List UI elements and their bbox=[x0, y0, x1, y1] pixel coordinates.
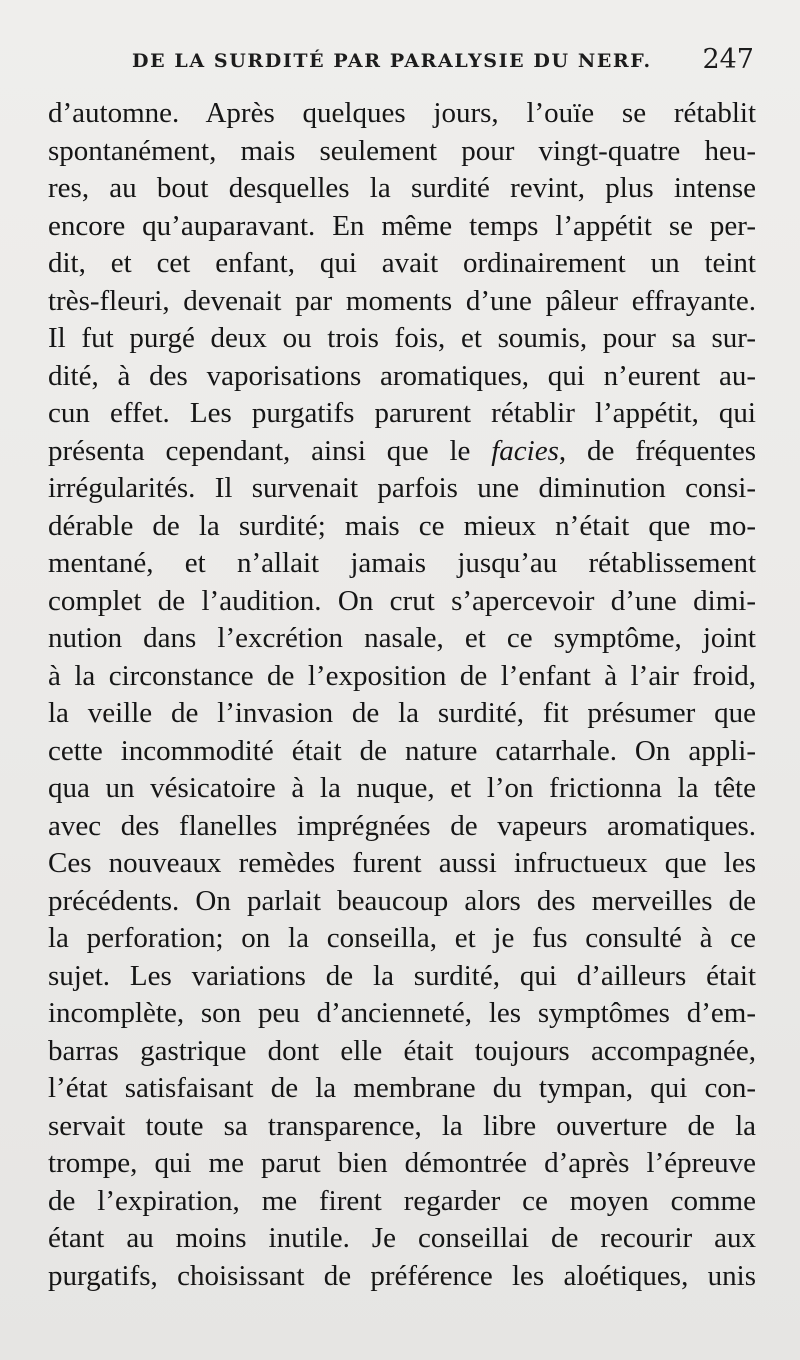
text-line: cette incommodité était de nature catarrhale. On appli- bbox=[48, 734, 756, 767]
text-line: précédents. On parlait beaucoup alors des merveilles de bbox=[48, 884, 756, 917]
text-line: qua un vésicatoire à la nuque, et l’on frictionna la tête bbox=[48, 772, 756, 804]
text-line: étant au moins inutile. Je conseillai de recourir aux bbox=[48, 1222, 756, 1254]
text-segment: présenta cependant, ainsi que le bbox=[48, 434, 492, 467]
text-line: complet de l’audition. On crut s’apercevoir d’une dimi- bbox=[48, 584, 756, 617]
text-line: encore qu’auparavant. En même temps l’appétit se per- bbox=[48, 209, 756, 242]
text-line bbox=[48, 433, 756, 471]
text-line: à la circonstance de l’exposition de l’enfant à l’air froid, bbox=[48, 659, 756, 692]
page-header bbox=[48, 44, 758, 84]
body-text bbox=[48, 95, 756, 1295]
text-line: dérable de la surdité; mais ce mieux n’était que mo- bbox=[48, 509, 756, 542]
text-line: incomplète, son peu d’ancienneté, les symptômes d’em- bbox=[48, 997, 756, 1029]
italic-term: facies bbox=[491, 434, 559, 467]
text-line: trompe, qui me parut bien démontrée d’après l’épreuve bbox=[48, 1147, 756, 1179]
text-line: mentané, et n’allait jamais jusqu’au rétablissement bbox=[48, 547, 756, 579]
text-line: d’automne. Après quelques jours, l’ouïe se rétablit bbox=[48, 97, 756, 129]
text-line: de l’expiration, me firent regarder ce moyen comme bbox=[48, 1184, 756, 1217]
text-line: dit, et cet enfant, qui avait ordinairement un teint bbox=[48, 247, 756, 279]
text-line: dité, à des vaporisations aromatiques, qui n’eurent au- bbox=[48, 359, 756, 392]
text-line: servait toute sa transparence, la libre ouverture de la bbox=[48, 1109, 756, 1142]
text-line: irrégularités. Il survenait parfois une diminution consi- bbox=[48, 472, 756, 504]
text-line: très-fleuri, devenait par moments d’une pâleur effrayante. bbox=[48, 284, 756, 317]
text-line: cun effet. Les purgatifs parurent rétablir l’appétit, qui bbox=[48, 397, 756, 429]
text-line: nution dans l’excrétion nasale, et ce symptôme, joint bbox=[48, 622, 756, 654]
text-line: avec des flanelles imprégnées de vapeurs aromatiques. bbox=[48, 809, 756, 842]
text-segment: , de fréquentes bbox=[558, 434, 756, 467]
text-line: Ces nouveaux remèdes furent aussi infructueux que les bbox=[48, 847, 756, 879]
text-line: res, au bout desquelles la surdité revint, plus intense bbox=[48, 172, 756, 204]
text-line: barras gastrique dont elle était toujours accompagnée, bbox=[48, 1034, 756, 1067]
running-head: DE LA SURDITÉ PAR PARALYSIE DU NERF. bbox=[132, 50, 652, 72]
text-line: Il fut purgé deux ou trois fois, et soumis, pour sa sur- bbox=[48, 322, 756, 354]
text-line: purgatifs, choisissant de préférence les aloétiques, unis bbox=[48, 1259, 756, 1292]
text-line: l’état satisfaisant de la membrane du tympan, qui con- bbox=[48, 1072, 756, 1104]
text-line: spontanément, mais seulement pour vingt-quatre heu- bbox=[48, 134, 756, 167]
text-line: la veille de l’invasion de la surdité, fit présumer que bbox=[48, 697, 756, 729]
text-line: la perforation; on la conseilla, et je fus consulté à ce bbox=[48, 922, 756, 954]
text-line: sujet. Les variations de la surdité, qui d’ailleurs était bbox=[48, 959, 756, 992]
page-number: 247 bbox=[702, 44, 754, 75]
